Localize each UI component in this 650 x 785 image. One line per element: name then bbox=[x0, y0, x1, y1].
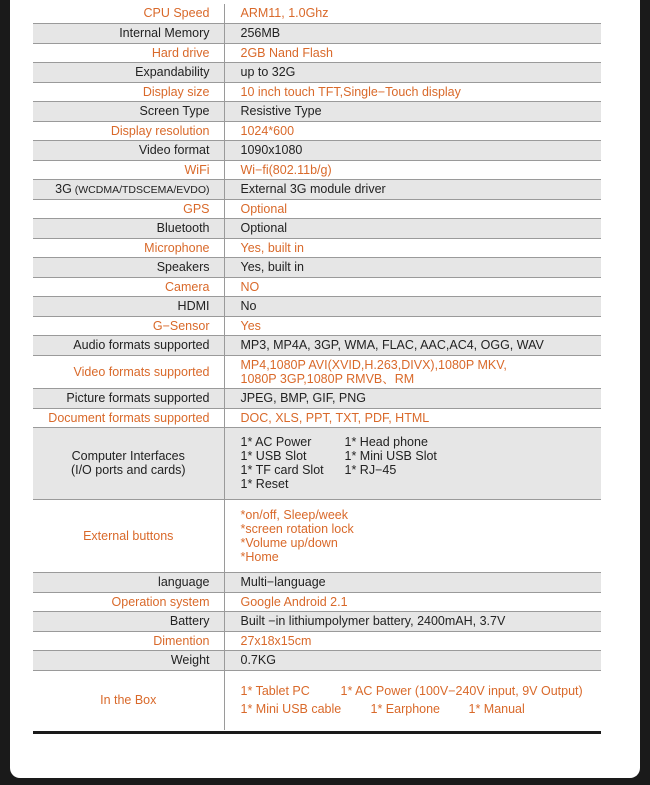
interface-item: 1* USB Slot bbox=[240, 449, 307, 463]
row-display-resolution bbox=[33, 121, 601, 140]
box-item: 1* Manual bbox=[468, 702, 525, 717]
spec-value: External 3G module driver bbox=[224, 179, 601, 199]
row-3g bbox=[33, 179, 601, 199]
row-picture-formats bbox=[33, 388, 601, 408]
interface-item: 1* Reset bbox=[240, 477, 289, 491]
spec-label: G−Sensor bbox=[33, 316, 224, 335]
spec-value bbox=[224, 355, 601, 388]
spec-label: Speakers bbox=[33, 257, 224, 277]
spec-label: language bbox=[33, 572, 224, 592]
spec-value: Optional bbox=[224, 218, 601, 238]
spec-label: Display resolution bbox=[33, 121, 224, 140]
spec-label: Display size bbox=[33, 82, 224, 101]
spec-label: Video formats supported bbox=[33, 355, 224, 388]
spec-value: NO bbox=[224, 277, 601, 296]
row-camera bbox=[33, 277, 601, 296]
spec-value: Optional bbox=[224, 199, 601, 218]
spec-label: Document formats supported bbox=[33, 408, 224, 427]
row-operation-system bbox=[33, 592, 601, 611]
spec-label: Internal Memory bbox=[33, 23, 224, 43]
spec-value: ARM11, 1.0Ghz bbox=[224, 4, 601, 23]
spec-value: 1024*600 bbox=[224, 121, 601, 140]
spec-value: 256MB bbox=[224, 23, 601, 43]
row-weight bbox=[33, 650, 601, 670]
button-item: *Volume up/down bbox=[240, 535, 338, 550]
spec-value: Google Android 2.1 bbox=[224, 592, 601, 611]
row-cpu-speed bbox=[33, 4, 601, 23]
row-display-size bbox=[33, 82, 601, 101]
bottom-divider bbox=[33, 731, 601, 734]
spec-label: Expandability bbox=[33, 62, 224, 82]
spec-label-line: (I/O ports and cards) bbox=[70, 463, 186, 477]
spec-label: Operation system bbox=[33, 592, 224, 611]
box-item: 1* AC Power (100V−240V input, 9V Output) bbox=[340, 684, 583, 699]
row-microphone bbox=[33, 238, 601, 257]
row-screen-type bbox=[33, 101, 601, 121]
spec-value: 2GB Nand Flash bbox=[224, 43, 601, 62]
row-gps bbox=[33, 199, 601, 218]
spec-label: Dimention bbox=[33, 631, 224, 650]
spec-label: Microphone bbox=[33, 238, 224, 257]
spec-value: Yes, built in bbox=[224, 257, 601, 277]
row-hard-drive bbox=[33, 43, 601, 62]
row-expandability bbox=[33, 62, 601, 82]
spec-value: 0.7KG bbox=[224, 650, 601, 670]
interface-item: 1* TF card Slot bbox=[240, 463, 324, 477]
spec-value: up to 32G bbox=[224, 62, 601, 82]
spec-label: Battery bbox=[33, 611, 224, 631]
spec-value-line: 1080P 3GP,1080P RMVB、RM bbox=[240, 371, 415, 386]
spec-value: Wi−fi(802.11b/g) bbox=[224, 160, 601, 179]
spec-label-note: (WCDMA/TDSCEMA/EVDO) bbox=[71, 183, 210, 196]
button-item: *screen rotation lock bbox=[240, 521, 354, 536]
spec-label: Audio formats supported bbox=[33, 335, 224, 355]
spec-value: DOC, XLS, PPT, TXT, PDF, HTML bbox=[224, 408, 601, 427]
spec-value: Yes bbox=[224, 316, 601, 335]
spec-label bbox=[33, 179, 224, 199]
spec-label: GPS bbox=[33, 199, 224, 218]
spec-label: HDMI bbox=[33, 296, 224, 316]
spec-value: 1090x1080 bbox=[224, 140, 601, 160]
spec-value bbox=[224, 499, 601, 572]
interface-item: 1* Mini USB Slot bbox=[344, 449, 437, 463]
spec-value: 10 inch touch TFT,Single−Touch display bbox=[224, 82, 601, 101]
row-g-sensor bbox=[33, 316, 601, 335]
spec-table bbox=[33, 4, 601, 730]
row-video-formats bbox=[33, 355, 601, 388]
box-item: 1* Mini USB cable bbox=[240, 702, 342, 717]
spec-value: Multi−language bbox=[224, 572, 601, 592]
spec-value: 27x18x15cm bbox=[224, 631, 601, 650]
spec-label: WiFi bbox=[33, 160, 224, 179]
row-internal-memory bbox=[33, 23, 601, 43]
interface-item: 1* AC Power bbox=[240, 435, 312, 449]
row-bluetooth bbox=[33, 218, 601, 238]
spec-value: No bbox=[224, 296, 601, 316]
row-document-formats bbox=[33, 408, 601, 427]
spec-value: JPEG, BMP, GIF, PNG bbox=[224, 388, 601, 408]
spec-value: Built −in lithiumpolymer battery, 2400mAH, 3.7V bbox=[224, 611, 601, 631]
row-in-the-box bbox=[33, 670, 601, 730]
spec-label: Video format bbox=[33, 140, 224, 160]
row-external-buttons bbox=[33, 499, 601, 572]
row-battery bbox=[33, 611, 601, 631]
spec-value-line: MP4,1080P AVI(XVID,H.263,DIVX),1080P MKV, bbox=[240, 357, 507, 372]
spec-label-line: Computer Interfaces bbox=[71, 449, 185, 463]
spec-label bbox=[33, 427, 224, 499]
spec-value bbox=[224, 670, 601, 730]
row-computer-interfaces bbox=[33, 427, 601, 499]
spec-value: MP3, MP4A, 3GP, WMA, FLAC, AAC,AC4, OGG, WAV bbox=[224, 335, 601, 355]
spec-value: Resistive Type bbox=[224, 101, 601, 121]
row-hdmi bbox=[33, 296, 601, 316]
spec-label: In the Box bbox=[33, 670, 224, 730]
spec-label: CPU Speed bbox=[33, 4, 224, 23]
spec-label-main: 3G bbox=[55, 181, 72, 196]
interface-item: 1* Head phone bbox=[344, 435, 428, 449]
button-item: *on/off, Sleep/week bbox=[240, 507, 348, 522]
box-item: 1* Tablet PC bbox=[240, 684, 310, 699]
spec-label: Camera bbox=[33, 277, 224, 296]
spec-label: Picture formats supported bbox=[33, 388, 224, 408]
spec-label: Screen Type bbox=[33, 101, 224, 121]
row-speakers bbox=[33, 257, 601, 277]
spec-label: Hard drive bbox=[33, 43, 224, 62]
spec-label: Bluetooth bbox=[33, 218, 224, 238]
row-audio-formats bbox=[33, 335, 601, 355]
interface-item: 1* RJ−45 bbox=[344, 463, 397, 477]
spec-value: Yes, built in bbox=[224, 238, 601, 257]
row-dimention bbox=[33, 631, 601, 650]
row-language bbox=[33, 572, 601, 592]
spec-label: Weight bbox=[33, 650, 224, 670]
spec-label: External buttons bbox=[33, 499, 224, 572]
row-video-format bbox=[33, 140, 601, 160]
box-item: 1* Earphone bbox=[370, 702, 441, 717]
row-wifi bbox=[33, 160, 601, 179]
button-item: *Home bbox=[240, 549, 279, 564]
spec-value bbox=[224, 427, 601, 499]
